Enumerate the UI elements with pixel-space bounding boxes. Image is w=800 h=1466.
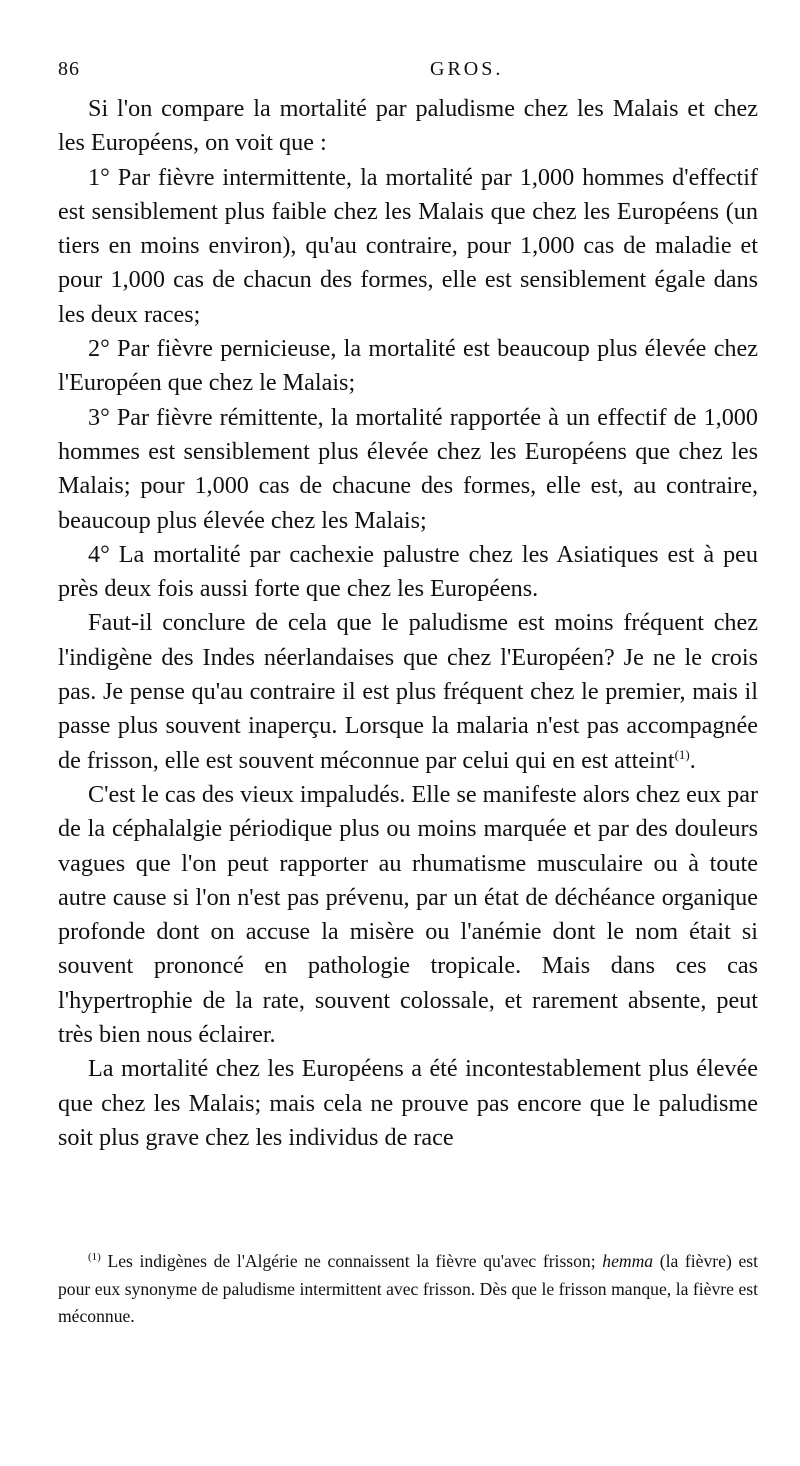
page-header: [58, 58, 758, 88]
paragraph: C'est le cas des vieux impaludés. Elle se manifeste alors chez eux par de la céphalalgie périodique plus ou moins marquée et par des douleurs vagues que l'on peut rapporter au rhumatisme musculaire ou à toute autre cause si l'on n'est pas prévenu, par un état de déchéance organique profonde dont on accuse la misère ou l'anémie dont le nom était si souvent prononcé en pathologie tropicale. Mais dans ces cas l'hypertrophie de la rate, souvent colossale, et rarement absente, peut très bien nous éclairer.: [58, 780, 758, 1049]
running-title: GROS.: [430, 58, 504, 80]
paragraph-text: Faut-il conclure de cela que le paludisme est moins fréquent chez l'indigène des Indes néerlandaises que chez l'Européen? Je ne le crois pas. Je pense qu'au contraire il est plus fréquent chez le premier, mais il passe plus souvent inaperçu. Lorsque la malaria n'est pas accompagnée de frisson, elle est souvent méconnue par celui qui en est atteint: [58, 609, 758, 774]
paragraph: Si l'on compare la mortalité par paludisme chez les Malais et chez les Européens, on voit que :: [58, 95, 758, 157]
footnote-text-after: (la fièvre) est pour eux synonyme de paludisme intermittent avec frisson. Dès que le frisson manque, la fièvre est méconnue.: [58, 1251, 758, 1326]
paragraph: 1° Par fièvre intermittente, la mortalité par 1,000 hommes d'effectif est sensiblement plus faible chez les Malais que chez les Européens (un tiers en moins environ), qu'au contraire, pour 1,000 cas de maladie et pour 1,000 cas de chacun des formes, elle est sensiblement égale dans les deux races;: [58, 163, 758, 328]
footnote-italic-word: hemma: [602, 1251, 654, 1271]
footnote: [58, 1248, 758, 1331]
paragraph: La mortalité chez les Européens a été incontestablement plus élevée que chez les Malais; mais cela ne prouve pas encore que le paludisme soit plus grave chez les individus de race: [58, 1055, 758, 1151]
page-number: 86: [58, 58, 80, 80]
paragraph: 4° La mortalité par cachexie palustre chez les Asiatiques est à peu près deux fois aussi forte que chez les Européens.: [58, 540, 758, 603]
footnote-reference: (1): [674, 746, 690, 762]
footnote-text-before: Les indigènes de l'Algérie ne connaissent la fièvre qu'avec frisson;: [107, 1251, 596, 1271]
footnote-text: [58, 1248, 758, 1331]
paragraph-with-note: [58, 606, 758, 777]
paragraph: 2° Par fièvre pernicieuse, la mortalité est beaucoup plus élevée chez l'Européen que chez le Malais;: [58, 335, 758, 397]
paragraph-tail: .: [689, 746, 696, 774]
paragraph: 3° Par fièvre rémittente, la mortalité rapportée à un effectif de 1,000 hommes est sensiblement plus élevée chez les Européens que chez les Malais; pour 1,000 cas de chacune des formes, elle est, au contraire, beaucoup plus élevée chez les Malais;: [58, 403, 758, 534]
body-text: [58, 92, 758, 1155]
footnote-marker: (1): [88, 1251, 101, 1264]
